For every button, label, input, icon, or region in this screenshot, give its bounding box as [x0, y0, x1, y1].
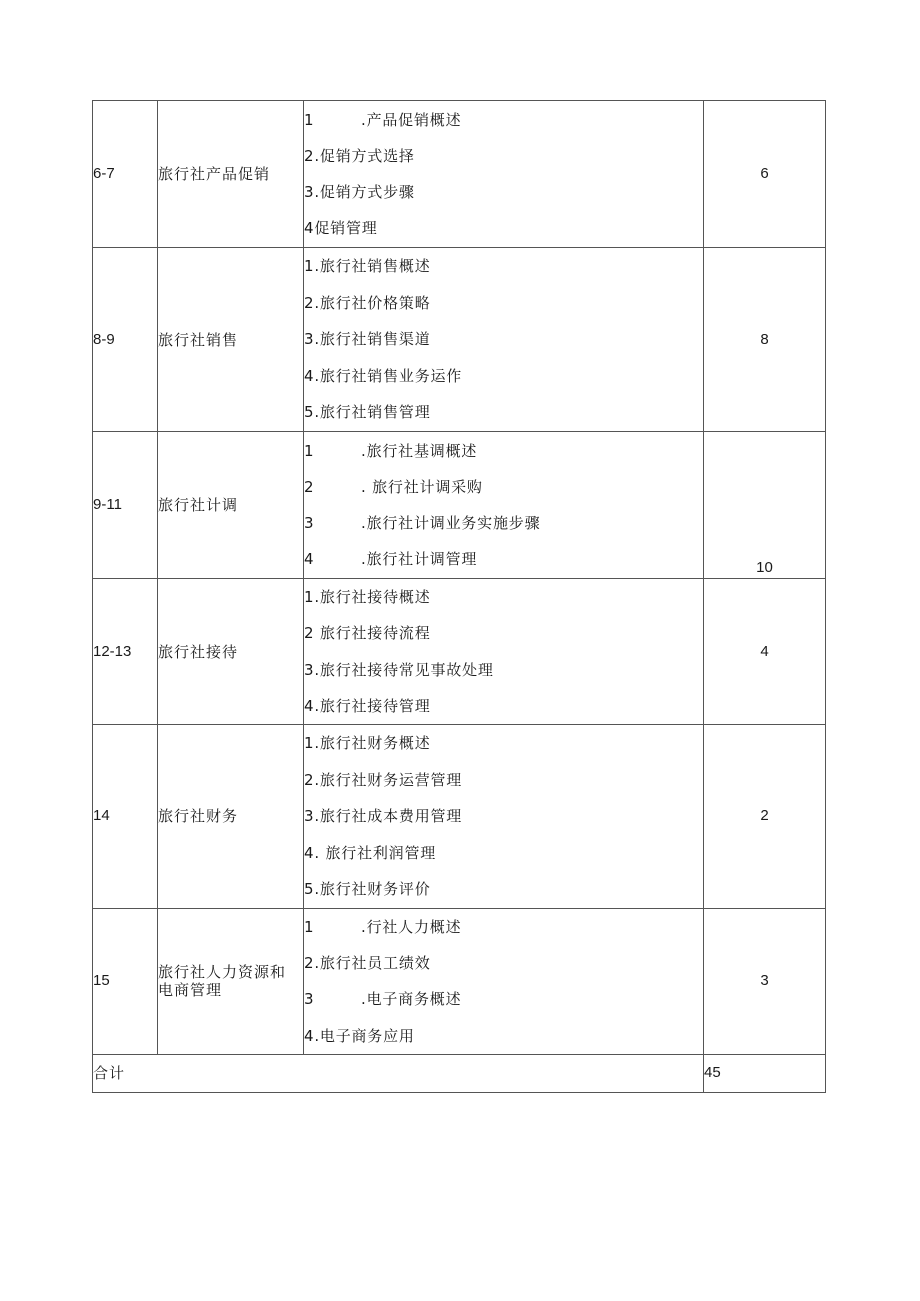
- list-item: 3.促销方式步骤: [304, 183, 415, 201]
- table-row: [93, 579, 826, 725]
- list-item: 1.旅行社接待概述: [304, 588, 431, 607]
- item-number: 1: [304, 441, 315, 460]
- table-row: [93, 908, 826, 1054]
- item-text: .旅行社基调概述: [361, 441, 478, 460]
- week-cell: 9-11: [93, 432, 158, 579]
- list-item: 4.电子商务应用: [304, 1026, 415, 1045]
- total-label: 合计: [93, 1054, 704, 1092]
- item-number: 2: [304, 477, 315, 496]
- topic-cell: 旅行社财务: [158, 725, 304, 909]
- list-item: 5.旅行社销售管理: [304, 403, 431, 422]
- list-item: [304, 981, 703, 1017]
- list-item: [304, 433, 703, 469]
- items-cell: [304, 725, 704, 909]
- topic-line: 电商管理: [158, 981, 223, 1000]
- item-number: 4: [304, 550, 315, 569]
- syllabus-table: [92, 100, 826, 1093]
- list-item: 2.旅行社员工绩效: [304, 954, 431, 973]
- item-number: 1: [304, 110, 315, 129]
- topic-cell: [158, 908, 304, 1054]
- list-item: 1.旅行社财务概述: [304, 734, 431, 752]
- topic-cell: 旅行社接待: [158, 579, 304, 725]
- hours-cell: 4: [704, 579, 826, 725]
- hours-cell: 8: [704, 248, 826, 432]
- items-cell: [304, 908, 704, 1054]
- list-item: 3.旅行社接待常见事故处理: [304, 660, 494, 679]
- list-item: [304, 102, 703, 138]
- list-item: [304, 505, 703, 541]
- topic-line: 旅行社人力资源和: [158, 963, 287, 982]
- list-item: 5.旅行社财务评价: [304, 880, 431, 899]
- week-cell: 15: [93, 908, 158, 1054]
- topic-cell: 旅行社计调: [158, 432, 304, 579]
- item-text: .电子商务概述: [361, 990, 462, 1009]
- total-value: 45: [704, 1054, 826, 1092]
- list-item: [304, 469, 703, 505]
- hours-cell: 6: [704, 101, 826, 248]
- list-item: 3.旅行社成本费用管理: [304, 807, 463, 826]
- hours-cell: 2: [704, 725, 826, 909]
- item-number: 3: [304, 514, 315, 532]
- table-row: [93, 432, 826, 579]
- list-item: 4促销管理: [304, 219, 378, 238]
- item-text: .产品促销概述: [361, 110, 462, 129]
- list-item: 1.旅行社销售概述: [304, 257, 431, 276]
- items-cell: [304, 248, 704, 432]
- list-item: [304, 909, 703, 945]
- list-item: 4.旅行社接待管理: [304, 696, 431, 715]
- list-item: 2.促销方式选择: [304, 146, 415, 165]
- hours-cell: 10: [704, 432, 826, 579]
- table-row: [93, 725, 826, 909]
- item-number: 3: [304, 990, 315, 1009]
- topic-cell: 旅行社产品促销: [158, 101, 304, 248]
- items-cell: [304, 432, 704, 579]
- item-text: .旅行社计调业务实施步骤: [361, 514, 541, 532]
- item-text: . 旅行社计调采购: [361, 477, 483, 496]
- hours-cell: 3: [704, 908, 826, 1054]
- list-item: 4. 旅行社利润管理: [304, 843, 437, 862]
- topic-cell: 旅行社销售: [158, 248, 304, 432]
- item-text: .行社人力概述: [361, 918, 462, 937]
- list-item: 2 旅行社接待流程: [304, 624, 431, 643]
- week-cell: 14: [93, 725, 158, 909]
- table-row: [93, 248, 826, 432]
- week-cell: 12-13: [93, 579, 158, 725]
- total-row: [93, 1054, 826, 1092]
- week-cell: 6-7: [93, 101, 158, 248]
- week-cell: 8-9: [93, 248, 158, 432]
- list-item: 2.旅行社价格策略: [304, 293, 431, 312]
- item-number: 1: [304, 918, 315, 937]
- items-cell: [304, 101, 704, 248]
- list-item: 4.旅行社销售业务运作: [304, 366, 463, 385]
- table-row: [93, 101, 826, 248]
- list-item: [304, 541, 703, 577]
- items-cell: [304, 579, 704, 725]
- list-item: 3.旅行社销售渠道: [304, 330, 431, 349]
- item-text: .旅行社计调管理: [361, 550, 478, 569]
- list-item: 2.旅行社财务运营管理: [304, 770, 463, 789]
